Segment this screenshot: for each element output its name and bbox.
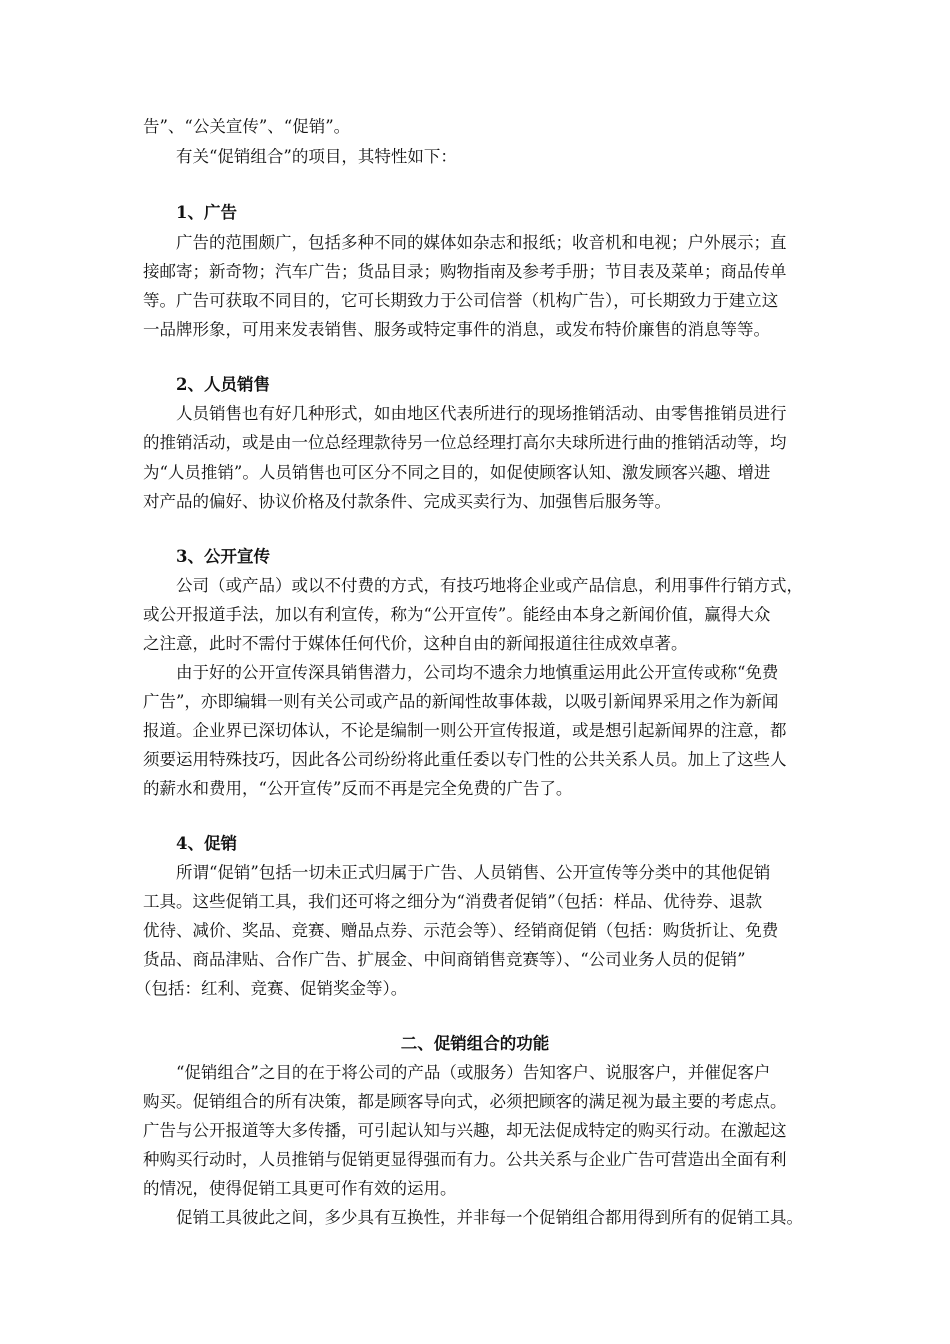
paragraph-line: 对产品的偏好、协议价格及付款条件、完成买卖行为、加强售后服务等。 (143, 492, 671, 511)
paragraph-line: 优待、减价、奖品、竞赛、赠品点券、示范会等）、经销商促销（包括：购货折让、免费 (143, 921, 779, 940)
paragraph-line: 工具。这些促销工具，我们还可将之细分为“消费者促销”（包括：样品、优待券、退款 (143, 892, 763, 911)
intro-lead: 有关“促销组合”的项目，其特性如下： (176, 147, 457, 166)
paragraph-line: （包括：红利、竞赛、促销奖金等）。 (135, 979, 408, 998)
paragraph-line: 公司（或产品）或以不付费的方式，有技巧地将企业或产品信息，利用事件行销方式， (176, 576, 803, 595)
paragraph-line: 或公开报道手法，加以有利宣传，称为“公开宣传”。能经由本身之新闻价值，赢得大众 (143, 605, 771, 624)
section-heading-promotion: 4、促销 (176, 834, 237, 853)
paragraph-line: 种购买行动时，人员推销与促销更显得强而有力。公共关系与企业广告可营造出全面有利 (143, 1150, 787, 1169)
section-heading-publicity: 3、公开宣传 (176, 547, 270, 566)
paragraph-line: 人员销售也有好几种形式，如由地区代表所进行的现场推销活动、由零售推销员进行 (176, 404, 787, 423)
paragraph-line: “促销组合”之目的在于将公司的产品（或服务）告知客户、说服客户，并催促客户 (176, 1063, 771, 1082)
paragraph-line: 接邮寄；新奇物；汽车广告；货品目录；购物指南及参考手册；节目表及菜单；商品传单 (143, 262, 787, 281)
paragraph-line: 的推销活动，或是由一位总经理款待另一位总经理打高尔夫球所进行曲的推销活动等，均 (143, 433, 787, 452)
paragraph-line: 的薪水和费用，“公开宣传”反而不再是完全免费的广告了。 (143, 779, 573, 798)
paragraph-line: 报道。企业界已深切体认，不论是编制一则公开宣传报道，或是想引起新闻界的注意，都 (143, 721, 787, 740)
paragraph-line: 之注意，此时不需付于媒体任何代价，这种自由的新闻报道往往成效卓著。 (143, 634, 688, 653)
paragraph-line: 广告”，亦即编辑一则有关公司或产品的新闻性故事体裁，以吸引新闻界采用之作为新闻 (143, 692, 779, 711)
paragraph-line: 等。广告可获取不同目的，它可长期致力于公司信誉（机构广告），可长期致力于建立这 (143, 291, 779, 310)
paragraph-line: 的情况，使得促销工具更可作有效的运用。 (143, 1179, 457, 1198)
paragraph-line: 促销工具彼此之间，多少具有互换性，并非每一个促销组合都用得到所有的促销工具。 (176, 1208, 803, 1227)
section-heading-advertising: 1、广告 (176, 203, 237, 222)
paragraph-line: 为“人员推销”。人员销售也可区分不同之目的，如促使顾客认知、激发顾客兴趣、增进 (143, 463, 771, 482)
paragraph-line: 购买。促销组合的所有决策，都是顾客导向式，必须把顾客的满足视为最主要的考虑点。 (143, 1092, 787, 1111)
section-heading-personal-selling: 2、人员销售 (176, 375, 270, 394)
paragraph-line: 广告与公开报道等大多传播，可引起认知与兴趣，却无法促成特定的购买行动。在激起这 (143, 1121, 787, 1140)
paragraph-line: 广告的范围颇广，包括多种不同的媒体如杂志和报纸；收音机和电视；户外展示；直 (176, 233, 787, 252)
paragraph-line: 由于好的公开宣传深具销售潜力，公司均不遗余力地慎重运用此公开宣传或称“免费 (176, 663, 779, 682)
chapter-heading: 二、促销组合的功能 (400, 1034, 550, 1053)
paragraph-line: 货品、商品津贴、合作广告、扩展金、中间商销售竞赛等）、“公司业务人员的促销” (143, 950, 746, 969)
paragraph-line: 一品牌形象，可用来发表销售、服务或特定事件的消息，或发布特价廉售的消息等等。 (143, 320, 770, 339)
paragraph-line: 须要运用特殊技巧，因此各公司纷纷将此重任委以专门性的公共关系人员。加上了这些人 (143, 750, 787, 769)
intro-continuation: 告”、“公关宣传”、“促销”。 (143, 117, 351, 136)
paragraph-line: 所谓“促销”包括一切未正式归属于广告、人员销售、公开宣传等分类中的其他促销 (176, 863, 771, 882)
